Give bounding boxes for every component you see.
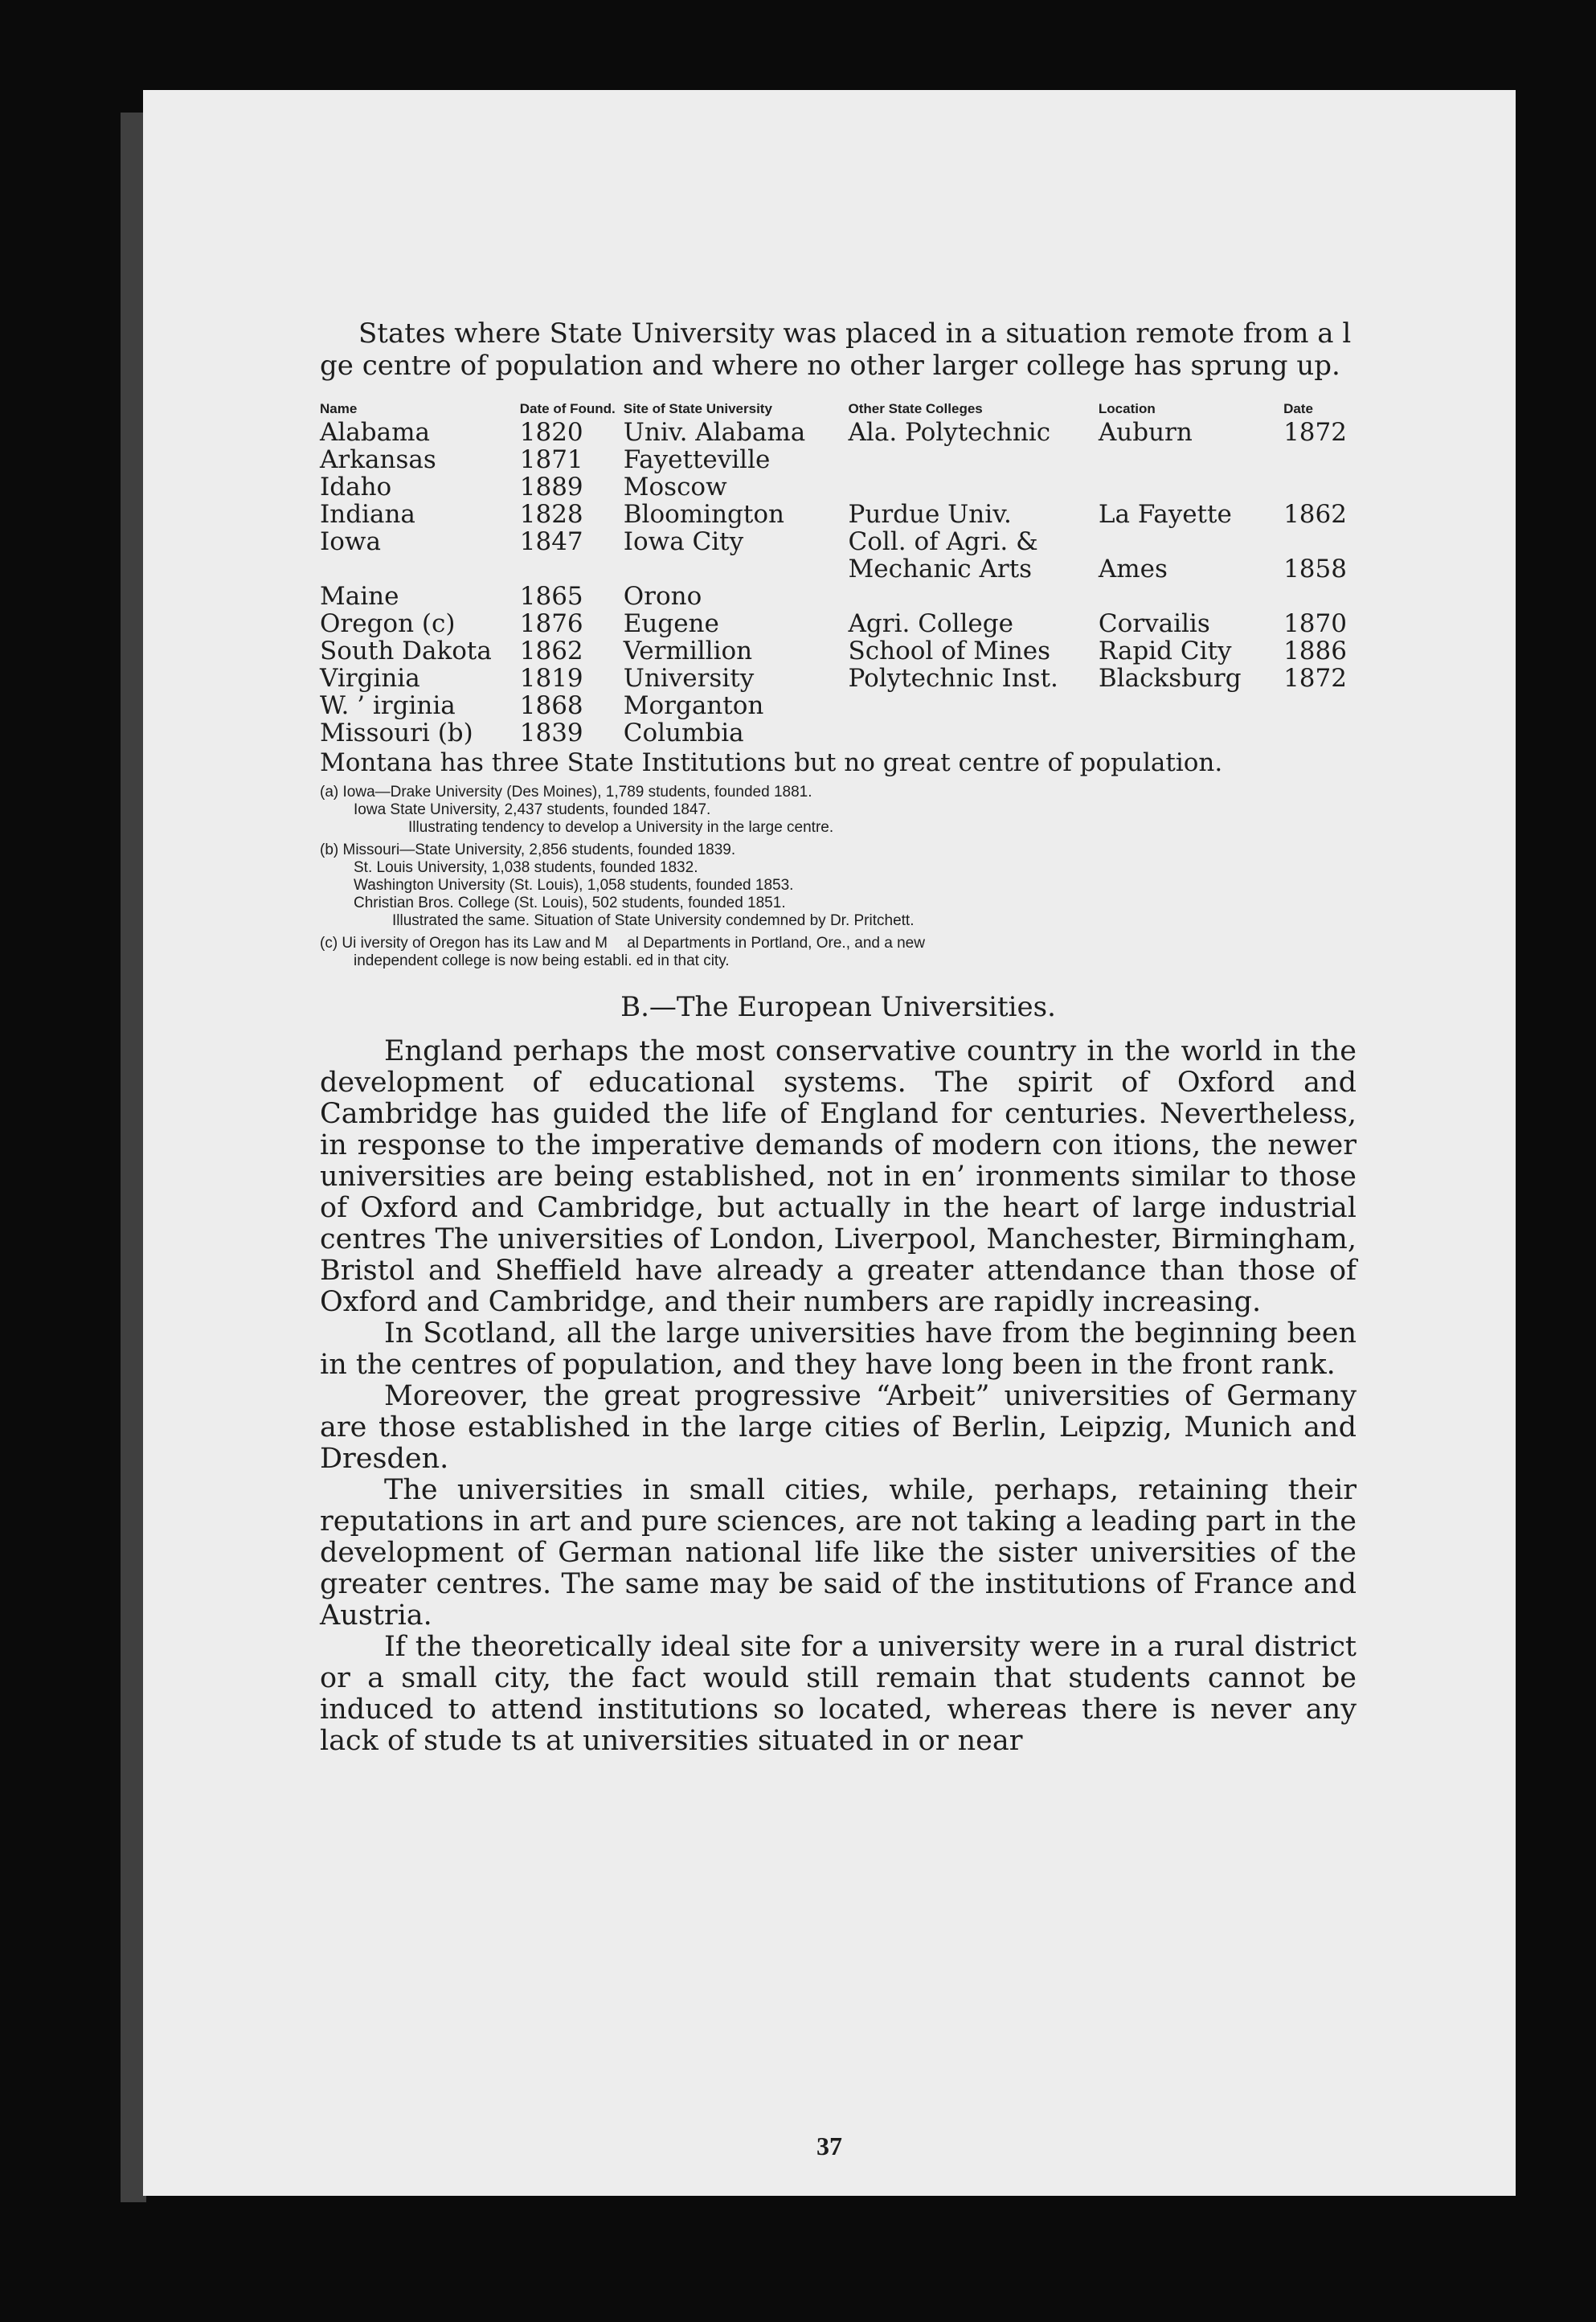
page-content xyxy=(320,317,1357,1757)
cell-date: 1862 xyxy=(1283,500,1347,529)
table-row xyxy=(320,583,1357,610)
cell-site: Iowa City xyxy=(623,527,744,556)
cell-date: 1872 xyxy=(1283,418,1347,447)
cell-date-founded: 1868 xyxy=(519,691,583,720)
cell-site: Vermillion xyxy=(623,637,753,665)
cell-other-college xyxy=(849,446,1099,473)
footnote-b-line: St. Louis University, 1,038 students, founded 1832. xyxy=(354,859,698,876)
cell-other-college: Ala. Polytechnic xyxy=(848,418,1051,447)
cell-name: W. ’ irginia xyxy=(320,691,456,720)
footnotes xyxy=(320,784,1357,970)
cell-site: Orono xyxy=(623,582,702,611)
cell-date xyxy=(1283,446,1357,473)
cell-site: Columbia xyxy=(623,719,744,747)
cell-date-founded: 1847 xyxy=(519,527,583,556)
cell-location: Corvailis xyxy=(1098,609,1210,638)
cell-date-founded: 1839 xyxy=(519,719,583,747)
cell-date: 1872 xyxy=(1283,664,1347,693)
cell-site: Fayetteville xyxy=(623,445,771,474)
cell-location xyxy=(1099,719,1283,747)
footnote-b-line: Washington University (St. Louis), 1,058 students, founded 1853. xyxy=(354,877,794,894)
cell-location: La Fayette xyxy=(1098,500,1232,529)
montana-note: Montana has three State Institutions but no great centre of population. xyxy=(320,748,1223,777)
cell-site xyxy=(624,555,849,583)
cell-other-college: Polytechnic Inst. xyxy=(848,664,1058,693)
cell-site: Univ. Alabama xyxy=(623,418,806,447)
cell-date xyxy=(1283,473,1357,501)
cell-other-college xyxy=(849,719,1099,747)
table-header-row xyxy=(320,401,1357,419)
cell-date-founded: 1889 xyxy=(519,473,583,502)
footnote-a-line: (a) Iowa—Drake University (Des Moines), 1,789 students, founded 1881. xyxy=(320,784,812,801)
cell-date xyxy=(1283,583,1357,610)
cell-date-founded xyxy=(520,555,624,583)
cell-other-college xyxy=(849,583,1099,610)
cell-date: 1858 xyxy=(1283,555,1347,584)
cell-date-founded: 1819 xyxy=(519,664,583,693)
cell-date-founded: 1828 xyxy=(519,500,583,529)
cell-date: 1886 xyxy=(1283,637,1347,665)
cell-name: Iowa xyxy=(320,527,381,556)
cell-date-founded: 1871 xyxy=(519,445,583,474)
cell-name: Alabama xyxy=(320,418,430,447)
header-location: Location xyxy=(1098,401,1156,416)
table-row xyxy=(320,528,1357,555)
cell-name: Virginia xyxy=(320,664,420,693)
cell-location: Blacksburg xyxy=(1098,664,1242,693)
body-paragraph: If the theoretically ideal site for a university were in a rural district or a small city, the fact would still remain that students cannot be induced to attend institutions so located, whereas there is never any lack of stude ts at universities situated in or near xyxy=(320,1631,1357,1757)
cell-date-founded: 1862 xyxy=(519,637,583,665)
cell-date xyxy=(1283,528,1357,555)
cell-date: 1870 xyxy=(1283,609,1347,638)
state-university-table xyxy=(320,401,1357,747)
footnote-a-line: Illustrating tendency to develop a University in the large centre. xyxy=(408,819,834,836)
body-paragraph: Moreover, the great progressive “Arbeit” universities of Germany are those established in the large cities of Berlin, Leipzig, Munich and Dresden. xyxy=(320,1380,1357,1475)
table-row xyxy=(320,610,1357,637)
cell-site: Bloomington xyxy=(623,500,784,529)
cell-location xyxy=(1099,692,1283,719)
header-other-colleges: Other State Colleges xyxy=(848,401,983,416)
cell-site: Eugene xyxy=(623,609,719,638)
cell-name: Maine xyxy=(320,582,399,611)
cell-other-college: Coll. of Agri. & xyxy=(848,527,1038,556)
cell-site: Morganton xyxy=(623,691,764,720)
table-row xyxy=(320,665,1357,692)
table-row xyxy=(320,446,1357,473)
body-paragraph: In Scotland, all the large universities have from the beginning been in the centres of population, and they have long been in the front rank. xyxy=(320,1317,1357,1381)
footnote-c-line: (c) Ui iversity of Oregon has its Law and M al Departments in Portland, Ore., and a new xyxy=(320,935,925,952)
cell-site: Moscow xyxy=(623,473,727,502)
cell-name: South Dakota xyxy=(320,637,492,665)
footnote-b-line: Illustrated the same. Situation of State University condemned by Dr. Pritchett. xyxy=(392,912,915,929)
cell-date xyxy=(1283,719,1357,747)
cell-name: Arkansas xyxy=(320,445,436,474)
cell-name xyxy=(320,555,520,583)
table-row xyxy=(320,692,1357,719)
cell-location xyxy=(1099,583,1283,610)
cell-name: Oregon (c) xyxy=(320,609,456,638)
cell-location xyxy=(1099,528,1283,555)
cell-location: Ames xyxy=(1098,555,1168,584)
body-paragraph: The universities in small cities, while, perhaps, retaining their reputations in art and pure sciences, are not taking a leading part in the development of German national life like the sister universities of the greater centres. The same may be said of the institutions of France and Austria. xyxy=(320,1474,1357,1632)
footnote-b-line: Christian Bros. College (St. Louis), 502 students, founded 1851. xyxy=(354,895,786,911)
cell-date xyxy=(1283,692,1357,719)
intro-paragraph: States where State University was placed in a situation remote from a l ge centre of population and where no other larger college has sprung up. xyxy=(320,317,1357,382)
cell-location: Rapid City xyxy=(1098,637,1232,665)
book-page xyxy=(143,90,1516,2196)
cell-other-college: Agri. College xyxy=(848,609,1013,638)
section-heading: B.—The European Universities. xyxy=(620,991,1056,1023)
footnote-a-line: Iowa State University, 2,437 students, founded 1847. xyxy=(354,801,711,818)
cell-other-college xyxy=(849,692,1099,719)
cell-date-founded: 1820 xyxy=(519,418,583,447)
cell-name: Missouri (b) xyxy=(320,719,473,747)
table-body xyxy=(320,419,1357,747)
body-paragraph: England perhaps the most conservative country in the world in the development of educational systems. The spirit of Oxford and Cambridge has guided the life of England for centuries. Nevertheless, in response to the imperative demands of modern con itions, the newer universities are being established, not in en’ ironments similar to those of Oxford and Cambridge, but actually in the heart of large industrial centres The universities of London, Liverpool, Manchester, Birmingham, Bristol and Sheffield have already a greater attendance than those of Oxford and Cambridge, and their numbers are rapidly increasing. xyxy=(320,1035,1357,1318)
header-date: Date xyxy=(1283,401,1313,416)
header-date-founded: Date of Found. xyxy=(519,401,616,416)
cell-other-college: Purdue Univ. xyxy=(848,500,1012,529)
cell-location xyxy=(1099,446,1283,473)
table-row xyxy=(320,501,1357,528)
footnote-b-line: (b) Missouri—State University, 2,856 students, founded 1839. xyxy=(320,842,736,858)
table-row xyxy=(320,555,1357,583)
table-row xyxy=(320,419,1357,446)
cell-name: Indiana xyxy=(320,500,415,529)
cell-name: Idaho xyxy=(320,473,392,502)
cell-date-founded: 1876 xyxy=(519,609,583,638)
cell-date-founded: 1865 xyxy=(519,582,583,611)
cell-location: Auburn xyxy=(1098,418,1193,447)
footnote-c-line: independent college is now being establi. ed in that city. xyxy=(354,952,730,969)
cell-location xyxy=(1099,473,1283,501)
header-name: Name xyxy=(320,401,358,416)
cell-other-college: School of Mines xyxy=(848,637,1051,665)
cell-other-college xyxy=(849,473,1099,501)
table-row xyxy=(320,637,1357,665)
cell-site: University xyxy=(623,664,755,693)
header-site: Site of State University xyxy=(623,401,772,416)
table-row xyxy=(320,473,1357,501)
cell-other-college: Mechanic Arts xyxy=(848,555,1033,584)
table-row xyxy=(320,719,1357,747)
page-number: 37 xyxy=(816,2132,842,2160)
